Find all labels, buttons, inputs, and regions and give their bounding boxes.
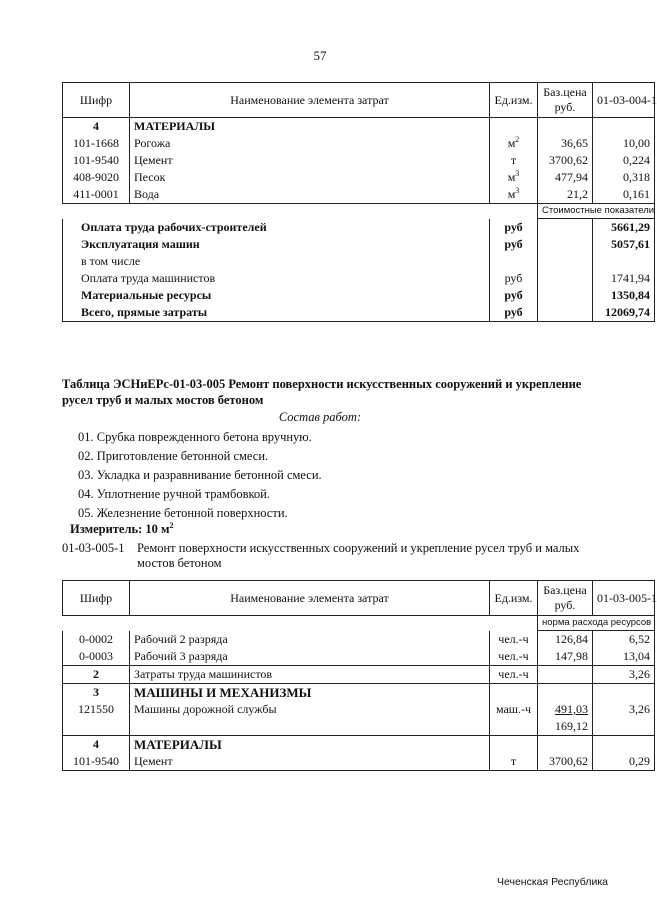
table-row: 0-0002 Рабочий 2 разряда чел.-ч 126,84 6,52 xyxy=(63,631,655,649)
col-header-price: Баз.цена руб. xyxy=(538,581,593,616)
table-header-row xyxy=(63,83,655,118)
footer-region: Чеченская Республика xyxy=(497,876,608,888)
summary-row: Оплата труда машинистов руб 1741,94 xyxy=(63,270,655,287)
col-header-norm: 01-03-005-1 xyxy=(593,581,655,616)
section-row: 4 МАТЕРИАЛЫ xyxy=(63,118,655,136)
col-header-code: Шифр xyxy=(63,83,130,118)
cost-header-row: Стоимостные показатели xyxy=(63,204,655,219)
summary-row: Оплата труда рабочих-строителей руб 5661,29 xyxy=(63,219,655,237)
norm-code-line xyxy=(62,541,580,570)
norm-code: 01-03-005-1 xyxy=(62,541,125,555)
col-header-unit: Ед.изм. xyxy=(490,581,538,616)
work-composition-header: Состав работ: xyxy=(278,410,362,424)
list-item: 04. Уплотнение ручной трамбовкой. xyxy=(78,487,270,501)
table-header-row xyxy=(63,581,655,616)
resource-table-1 xyxy=(62,82,655,322)
table-row: 101-1668 Рогожа $м^2$ 36,65 10,00 xyxy=(63,135,655,152)
summary-row: Материальные ресурсы руб 1350,84 xyxy=(63,287,655,304)
section-row: 3 МАШИНЫ И МЕХАНИЗМЫ xyxy=(63,684,655,702)
col-header-code: Шифр xyxy=(63,581,130,616)
col-header-norm: 01-03-004-1 xyxy=(593,83,655,118)
norm-header-row: норма расхода ресурсов xyxy=(63,616,655,631)
measure-unit: Измеритель: 10 $м^2$ xyxy=(70,520,174,536)
section-row: 4 МАТЕРИАЛЫ xyxy=(63,736,655,754)
col-header-name: Наименование элемента затрат xyxy=(130,581,490,616)
table-row: 101-9540 Цемент т 3700,62 0,29 xyxy=(63,753,655,771)
table-row: 408-9020 Песок $м^3$ 477,94 0,318 xyxy=(63,169,655,186)
page-number: 57 xyxy=(313,48,327,63)
summary-row: Всего, прямые затраты руб 12069,74 xyxy=(63,304,655,322)
col-header-price: Баз.цена руб. xyxy=(538,83,593,118)
resource-table-2 xyxy=(62,580,655,771)
list-item: 02. Приготовление бетонной смеси. xyxy=(78,449,269,463)
norm-description: Ремонт поверхности искусственных сооружений и укрепление русел труб и малых мостов бетоном xyxy=(137,541,580,570)
summary-row: в том числе xyxy=(63,253,655,270)
work-steps-list xyxy=(78,428,322,523)
table-row: 121550 Машины дорожной службы маш.-ч 491,03 169,12 3,26 xyxy=(63,701,655,736)
col-header-name: Наименование элемента затрат xyxy=(130,83,490,118)
col-header-unit: Ед.изм. xyxy=(490,83,538,118)
summary-row: Эксплуатация машин руб 5057,61 xyxy=(63,236,655,253)
table-row: 411-0001 Вода $м^3$ 21,2 0,161 xyxy=(63,186,655,204)
table-row: 2 Затраты труда машинистов чел.-ч 3,26 xyxy=(63,666,655,684)
list-item: 01. Срубка поврежденного бетона вручную. xyxy=(78,430,312,444)
table-row: 0-0003 Рабочий 3 разряда чел.-ч 147,98 13,04 xyxy=(63,648,655,666)
list-item: 05. Железнение бетонной поверхности. xyxy=(78,506,288,520)
section-title: Таблица ЭСНиЕРс-01-03-005 Ремонт поверхности искусственных сооружений и укрепление русел труб и малых мостов бетоном xyxy=(62,377,582,407)
list-item: 03. Укладка и разравнивание бетонной смеси. xyxy=(78,468,322,482)
table-row: 101-9540 Цемент т 3700,62 0,224 xyxy=(63,152,655,169)
